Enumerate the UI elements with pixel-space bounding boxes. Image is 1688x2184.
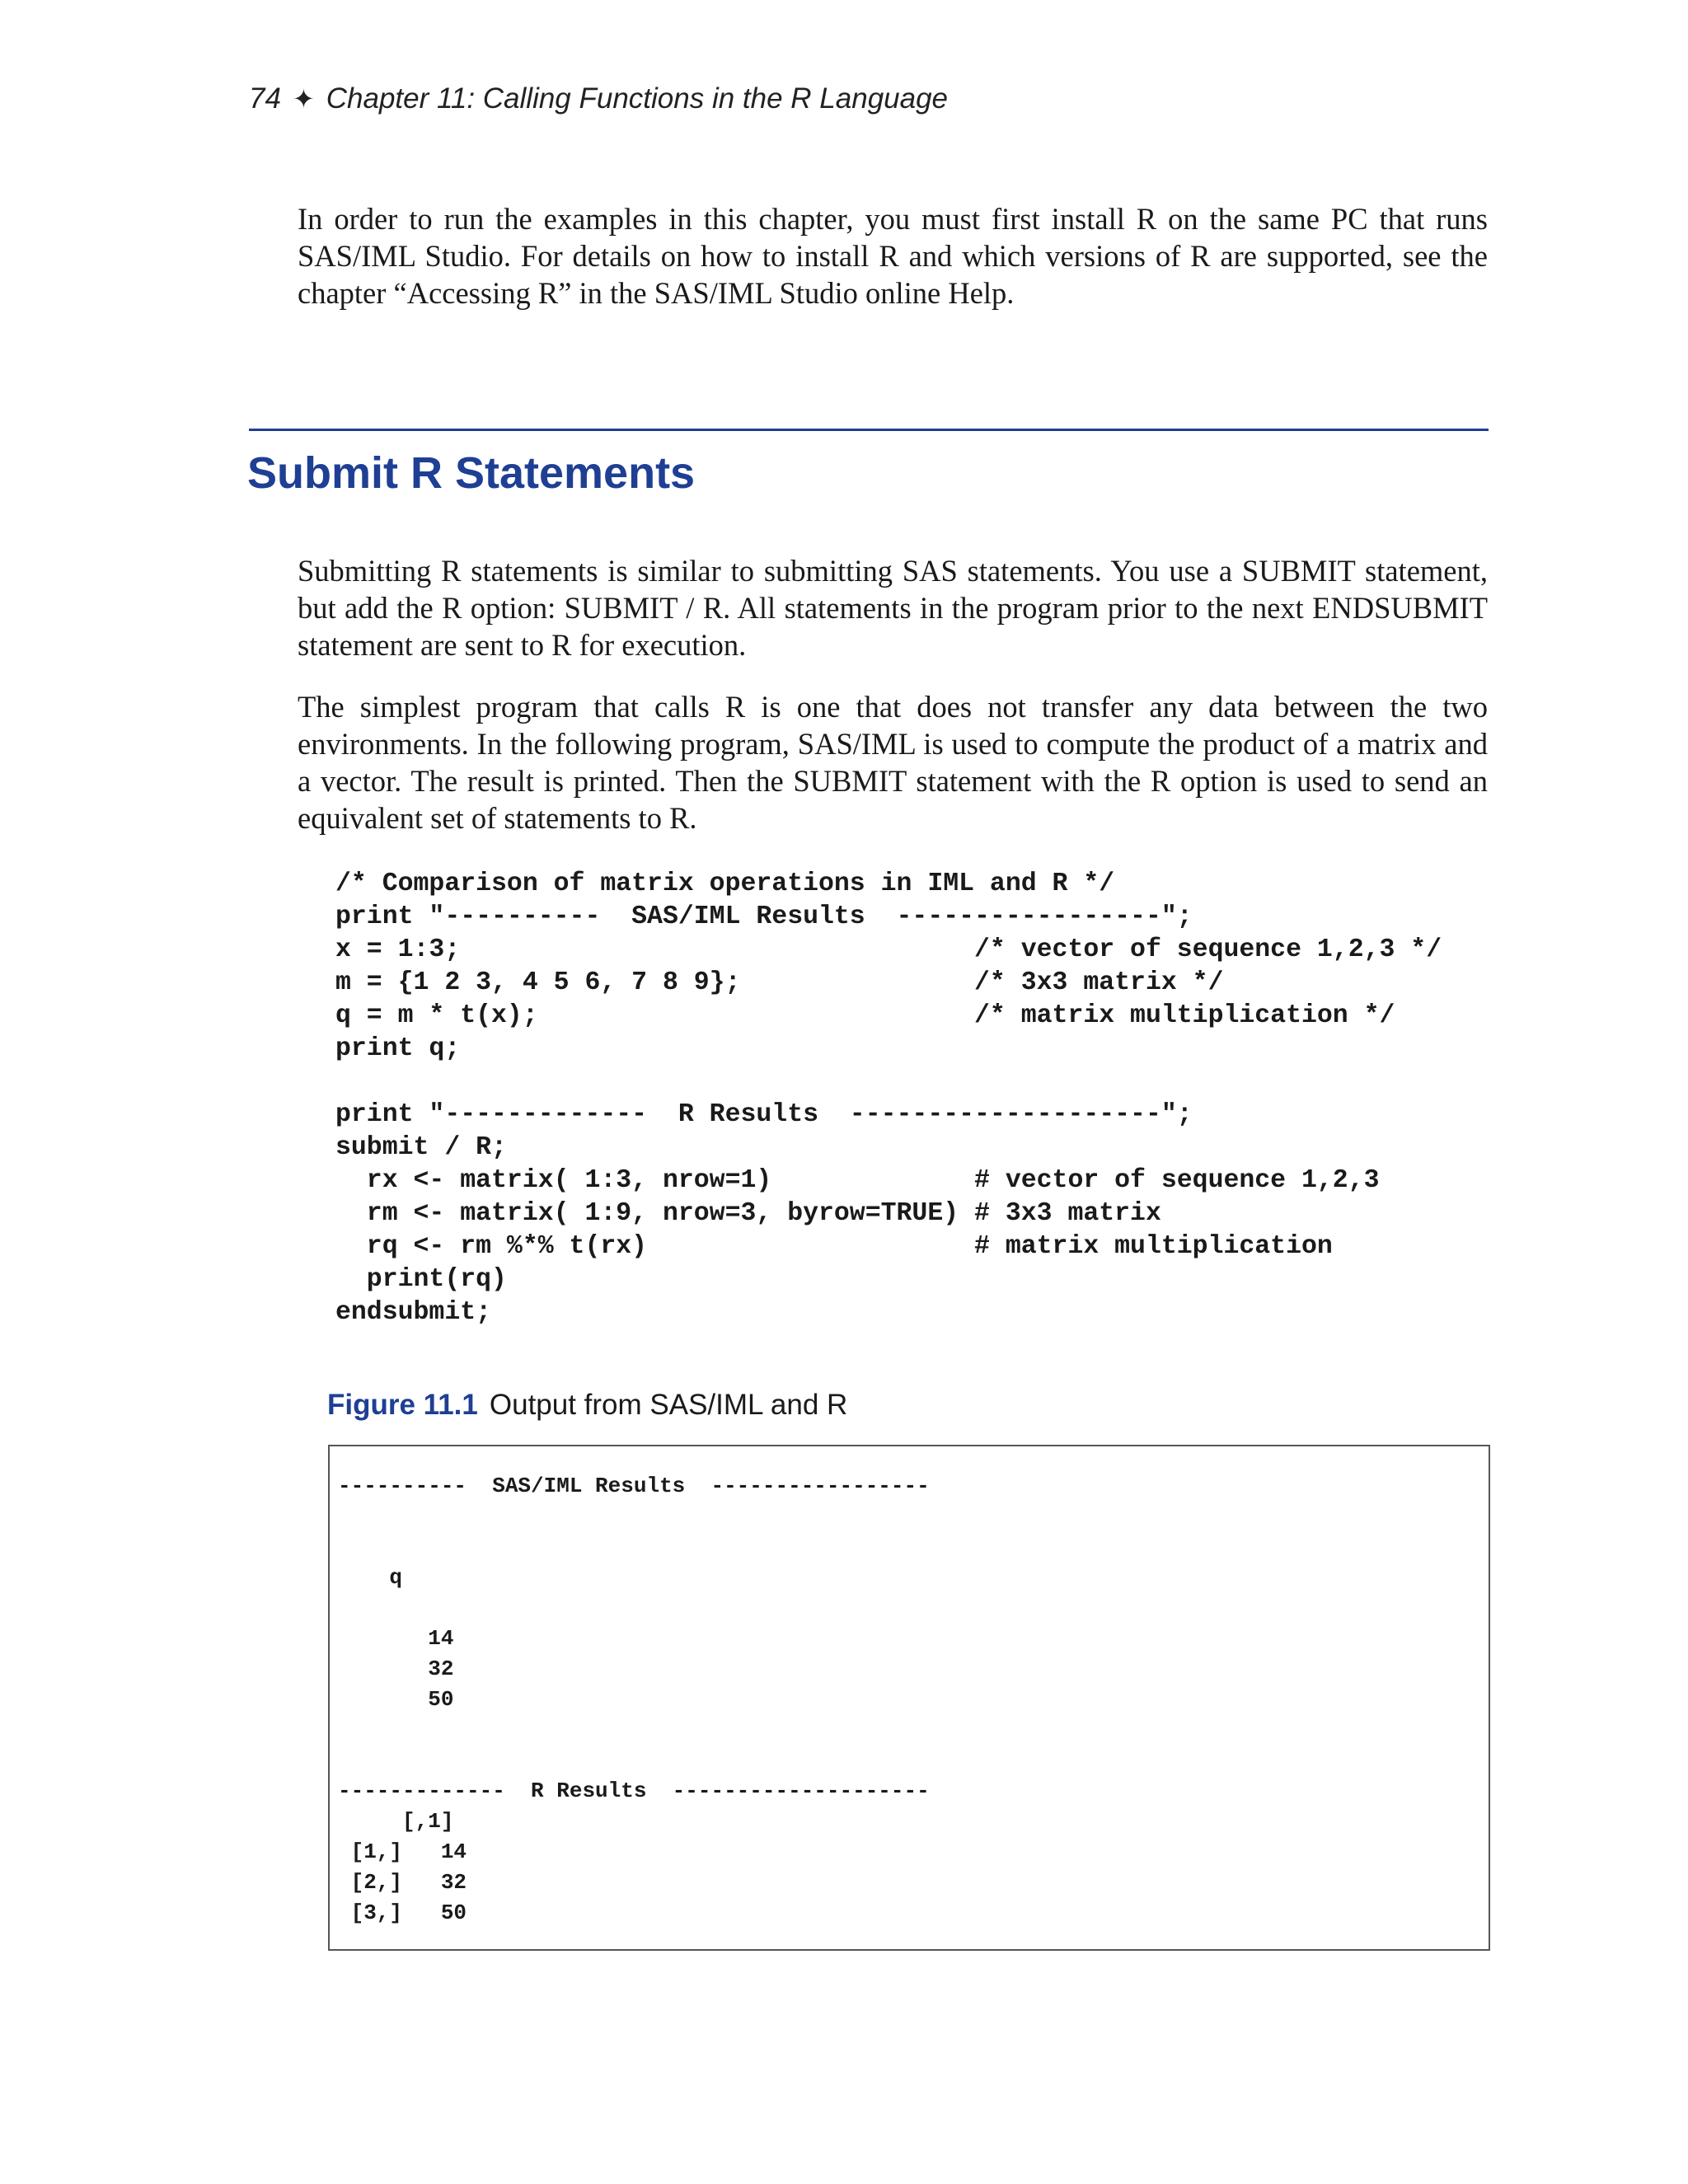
section-title: Submit R Statements [247, 448, 696, 498]
section-divider [249, 429, 1489, 431]
figure-caption-text: Output from SAS/IML and R [489, 1389, 848, 1421]
figure-label: Figure 11.1 [327, 1389, 478, 1421]
separator-icon: ✦ [292, 84, 315, 114]
page-number: 74 [249, 82, 281, 115]
section-paragraph-1: Submitting R statements is similar to submitting SAS statements. You use a SUBMIT statement, but add the R option: SUBMIT / R. All statements in the program prior to the next ENDSUBMIT statement are sent to R for execution. [298, 554, 1488, 662]
figure-caption [327, 1389, 847, 1422]
figure-output-text: ---------- SAS/IML Results ----------------- q 14 32 50 ------------- R Results -------------------- [,1] [1,] 14 [2,] 32 [3,] 50 [338, 1474, 930, 1925]
figure-output-box [328, 1445, 1490, 1951]
running-header [249, 82, 948, 115]
code-listing: /* Comparison of matrix operations in IML and R */ print "---------- SAS/IML Results -----------------"; x = 1:3; /* vector of sequence 1,2,3 */ m = {1 2 3, 4 5 6, 7 8 9}; /* 3x3 matrix */ q = m * t(x); /* matrix multiplication */ print q; print "------------- R Results --------------------"; submit / R; rx <- matrix( 1:3, nrow=1) # vector of sequence 1,2,3 rm <- matrix( 1:9, nrow=3, byrow=TRUE) # 3x3 matrix rq <- rm %*% t(rx) # matrix multiplication print(rq) endsubmit; [335, 869, 1442, 1327]
intro-paragraph: In order to run the examples in this chapter, you must first install R on the same PC that runs SAS/IML Studio. For details on how to install R and which versions of R are supported, see the chapter “Accessing R” in the SAS/IML Studio online Help. [298, 202, 1488, 310]
section-paragraph-2: The simplest program that calls R is one that does not transfer any data between the two environments. In the following program, SAS/IML is used to compute the product of a matrix and a vector. The result is printed. Then the SUBMIT statement with the R option is used to send an equivalent set of statements to R. [298, 690, 1488, 835]
chapter-title: Chapter 11: Calling Functions in the R Language [326, 82, 949, 115]
